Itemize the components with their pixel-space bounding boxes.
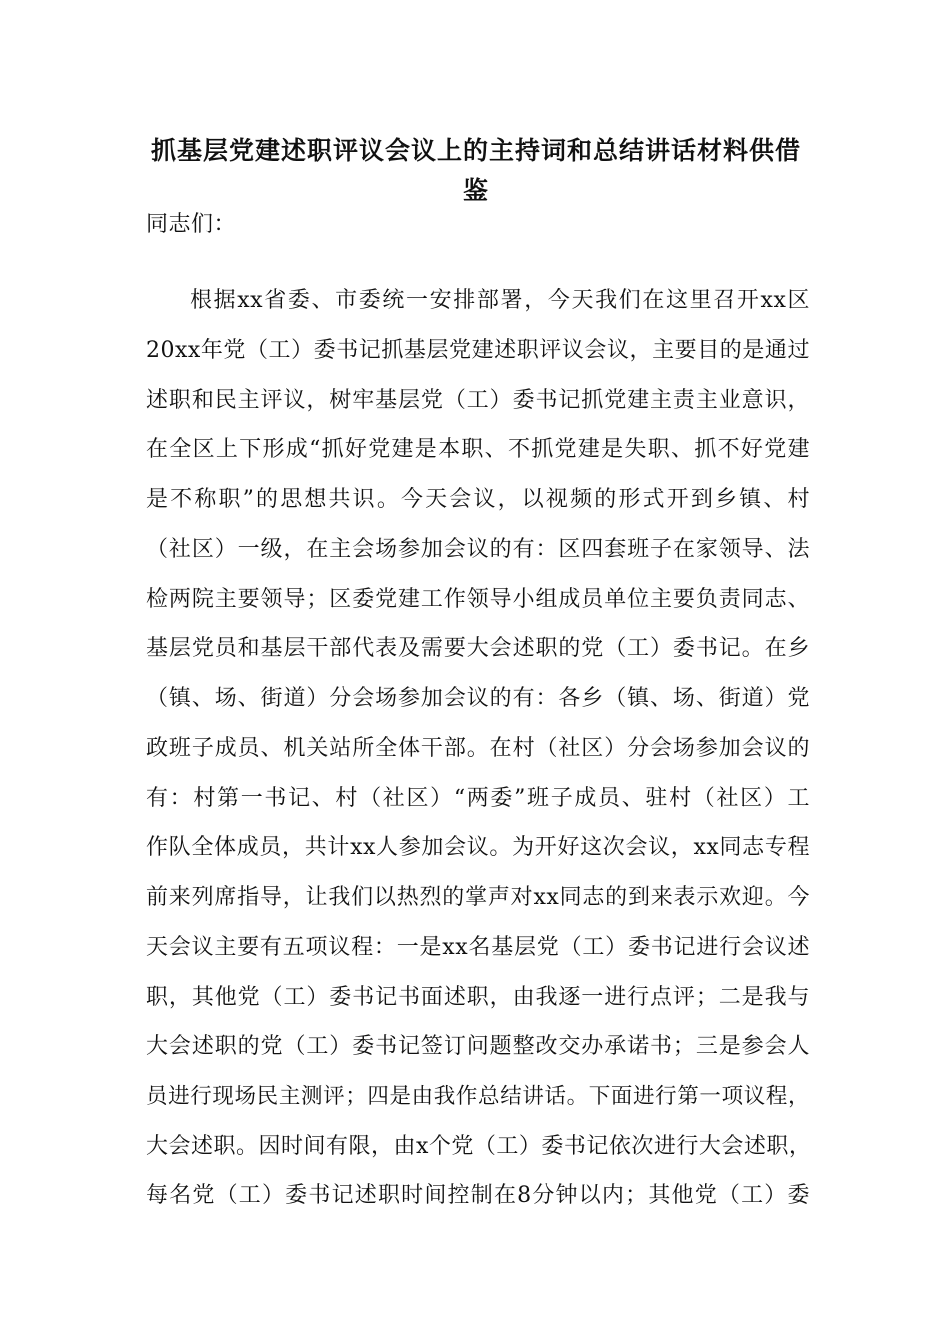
paragraph-line: 作队全体成员，共计xx人参加会议。为开好这次会议，xx同志专程	[146, 835, 810, 860]
paragraph-line: 基层党员和基层干部代表及需要大会述职的党（工）委书记。在乡	[146, 636, 810, 661]
paragraph-line: 述职和民主评议，树牢基层党（工）委书记抓党建主责主业意识，	[146, 388, 810, 413]
salutation: 同志们：	[146, 212, 237, 237]
paragraph-line: 前来列席指导，让我们以热烈的掌声对xx同志的到来表示欢迎。今	[146, 885, 810, 910]
paragraph-line: 大会述职的党（工）委书记签订问题整改交办承诺书；三是参会人	[146, 1034, 810, 1059]
paragraph-line: （社区）一级，在主会场参加会议的有：区四套班子在家领导、法	[146, 537, 810, 562]
paragraph-line: 职，其他党（工）委书记书面述职，由我逐一进行点评；二是我与	[146, 985, 810, 1010]
paragraph-line: 检两院主要领导；区委党建工作领导小组成员单位主要负责同志、	[146, 587, 810, 612]
paragraph-line: 在全区上下形成“抓好党建是本职、不抓党建是失职、抓不好党建	[146, 437, 810, 462]
paragraph-line: 天会议主要有五项议程：一是xx名基层党（工）委书记进行会议述	[146, 935, 810, 960]
document-title: 抓基层党建述职评议会议上的主持词和总结讲话材料供借鉴	[150, 136, 801, 205]
paragraph-line: 是不称职”的思想共识。今天会议，以视频的形式开到乡镇、村	[146, 487, 810, 512]
paragraph-line: 根据xx省委、市委统一安排部署，今天我们在这里召开xx区	[190, 288, 810, 313]
paragraph-line: 每名党（工）委书记述职时间控制在8分钟以内；其他党（工）委	[146, 1183, 810, 1208]
paragraph-line: 有：村第一书记、村（社区）“两委”班子成员、驻村（社区）工	[146, 786, 810, 811]
paragraph-line: 20xx年党（工）委书记抓基层党建述职评议会议，主要目的是通过	[146, 338, 810, 363]
paragraph-line: 政班子成员、机关站所全体干部。在村（社区）分会场参加会议的	[146, 736, 810, 761]
paragraph-line: 员进行现场民主测评；四是由我作总结讲话。下面进行第一项议程，	[146, 1084, 810, 1109]
paragraph-line: 大会述职。因时间有限，由x个党（工）委书记依次进行大会述职，	[146, 1134, 812, 1159]
paragraph-line: （镇、场、街道）分会场参加会议的有：各乡（镇、场、街道）党	[146, 686, 810, 711]
